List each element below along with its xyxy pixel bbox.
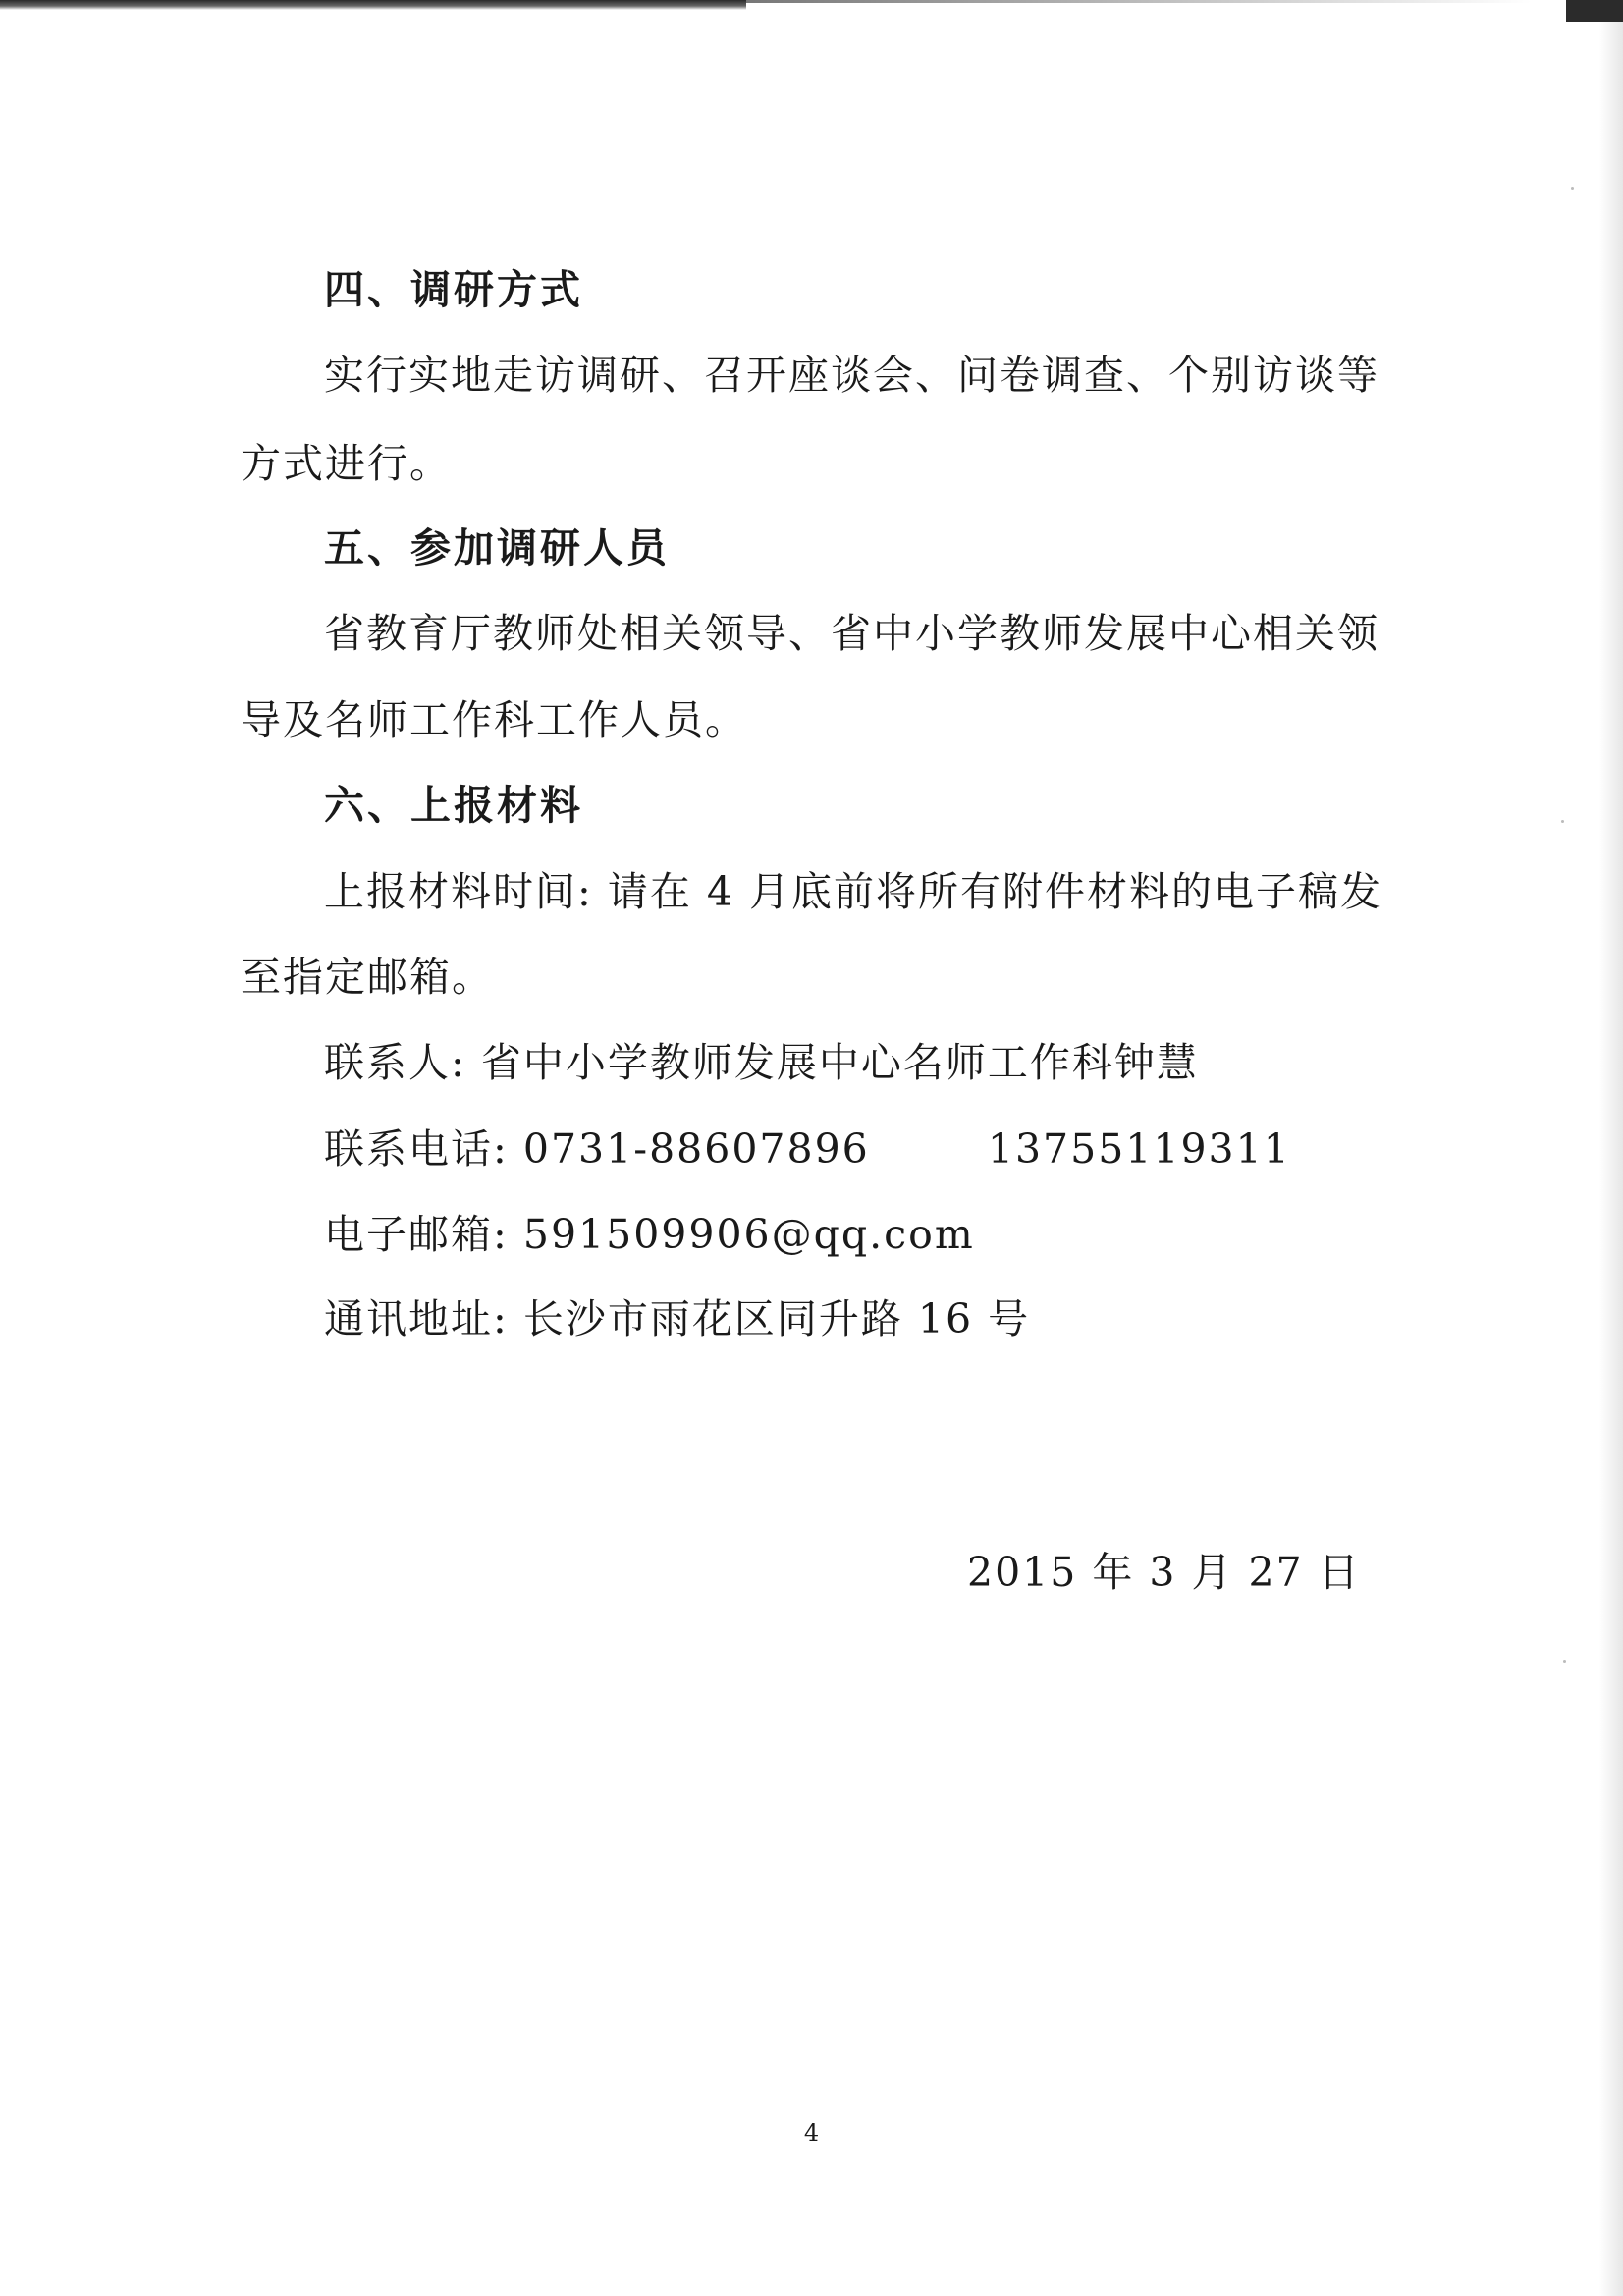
scan-right-shadow: [1599, 22, 1623, 2296]
scan-speck: [1561, 820, 1564, 823]
section-text-line: 至指定邮箱。: [241, 954, 494, 1001]
contact-phone-label: 联系电话:: [324, 1125, 509, 1173]
section-heading-research-method: 四、调研方式: [324, 266, 583, 313]
section-text-line: 省教育厅教师处相关领导、省中小学教师发展中心相关领: [324, 610, 1380, 657]
contact-address-label: 通讯地址:: [324, 1295, 509, 1342]
contact-address-value: 长沙市雨花区同升路 16 号: [522, 1295, 1031, 1342]
contact-person-label: 联系人:: [324, 1039, 466, 1086]
page-number: 4: [803, 2119, 820, 2147]
section-text-line: 实行实地走访调研、召开座谈会、问卷调查、个别访谈等: [324, 352, 1380, 399]
document-date: 2015 年 3 月 27 日: [967, 1549, 1361, 1596]
section-text-line: 导及名师工作科工作人员。: [241, 696, 747, 743]
section-text-line: 上报材料时间: 请在 4 月底前将所有附件材料的电子稿发: [324, 868, 1382, 915]
contact-email-value: 591509906@qq.com: [522, 1211, 975, 1258]
contact-phone-2: 13755119311: [987, 1125, 1291, 1173]
scan-speck: [1563, 1660, 1566, 1663]
scan-edge-top: [0, 0, 746, 10]
section-heading-submission: 六、上报材料: [324, 782, 583, 829]
scan-speck: [1571, 187, 1574, 190]
contact-phone-row: [324, 1125, 1291, 1173]
contact-person-row: [324, 1039, 1199, 1086]
contact-address-row: [324, 1295, 1031, 1342]
section-text-line: 方式进行。: [241, 440, 452, 487]
section-heading-participants: 五、参加调研人员: [324, 524, 670, 572]
scan-corner: [1566, 0, 1623, 22]
contact-email-row: [324, 1211, 975, 1258]
contact-phone-1: 0731-88607896: [522, 1125, 870, 1173]
scan-edge-top-thin: [746, 0, 1532, 3]
contact-person-value: 省中小学教师发展中心名师工作科钟慧: [480, 1039, 1199, 1086]
contact-email-label: 电子邮箱:: [324, 1211, 509, 1258]
